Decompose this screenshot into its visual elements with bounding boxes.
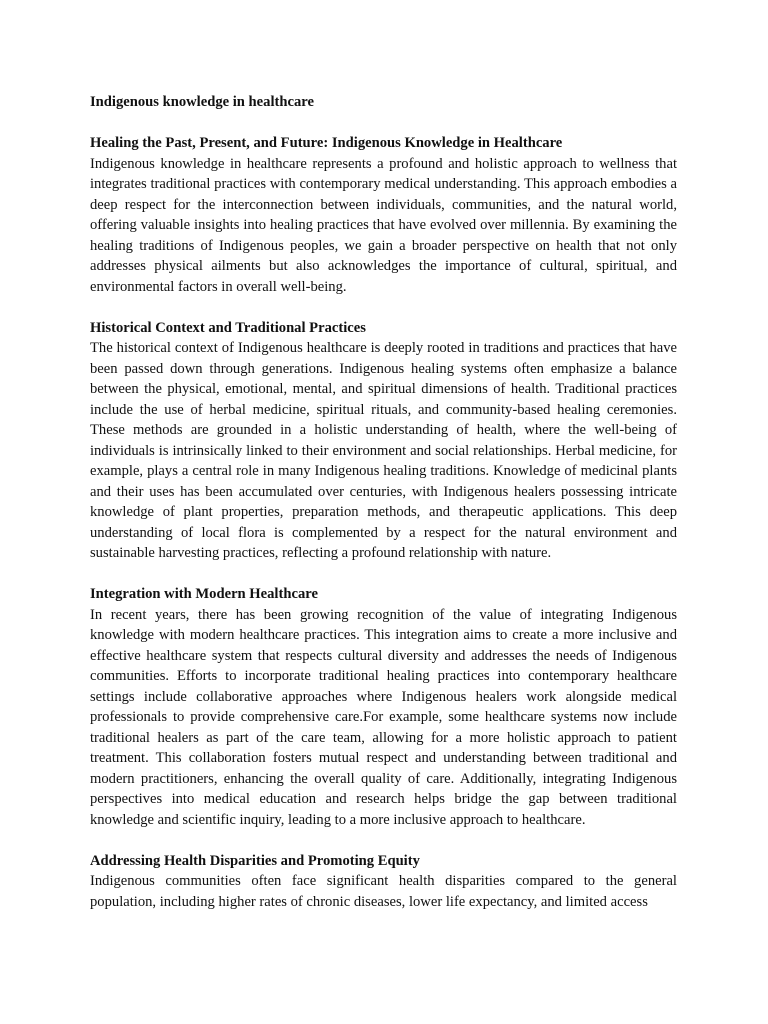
section-health-disparities — [90, 851, 677, 913]
document-page — [90, 92, 677, 933]
section-heading: Healing the Past, Present, and Future: Indigenous Knowledge in Healthcare — [90, 135, 563, 151]
section-paragraph: The historical context of Indigenous healthcare is deeply rooted in traditions and practices that have been passed down through generations. Indigenous healing systems often emphasize a balance between the physical, emotional, mental, and spiritual dimensions of health. Traditional practices include the use of herbal medicine, spiritual rituals, and community-based healing ceremonies. These methods are grounded in a holistic understanding of health, where the well-being of individuals is intrinsically linked to their environment and social relationships. Herbal medicine, for example, plays a central role in many Indigenous healing traditions. Knowledge of medicinal plants and their uses has been accumulated over centuries, with Indigenous healers possessing intricate knowledge of plant properties, preparation methods, and therapeutic applications. This deep understanding of local flora is complemented by a respect for the natural environment and sustainable harvesting practices, reflecting a profound relationship with nature. — [90, 340, 677, 561]
section-integration-modern-healthcare — [90, 584, 677, 830]
section-historical-context — [90, 318, 677, 564]
section-heading: Integration with Modern Healthcare — [90, 586, 318, 602]
section-paragraph: Indigenous communities often face significant health disparities compared to the general population, including higher rates of chronic diseases, lower life expectancy, and limited access — [90, 873, 677, 910]
section-paragraph: Indigenous knowledge in healthcare represents a profound and holistic approach to wellness that integrates traditional practices with contemporary medical understanding. This approach embodies a deep respect for the interconnection between individuals, communities, and the natural world, offering valuable insights into healing practices that have evolved over millennia. By examining the healing traditions of Indigenous peoples, we gain a broader perspective on health that not only addresses physical ailments but also acknowledges the importance of cultural, spiritual, and environmental factors in overall well-being. — [90, 155, 677, 295]
document-title: Indigenous knowledge in healthcare — [90, 94, 314, 110]
section-heading: Historical Context and Traditional Practices — [90, 319, 366, 336]
section-heading: Addressing Health Disparities and Promoting Equity — [90, 852, 420, 869]
section-paragraph: In recent years, there has been growing recognition of the value of integrating Indigenous knowledge with modern healthcare practices. This integration aims to create a more inclusive and effective healthcare system that respects cultural diversity and addresses the needs of Indigenous communities. Efforts to incorporate traditional healing practices into contemporary healthcare settings include collaborative approaches where Indigenous healers work alongside medical professionals to provide comprehensive care.For example, some healthcare systems now include traditional healers as part of the care team, allowing for a more holistic approach to patient treatment. This collaboration fosters mutual respect and understanding between traditional and modern practitioners, enhancing the overall quality of care. Additionally, integrating Indigenous perspectives into medical education and research helps bridge the gap between traditional knowledge and scientific inquiry, leading to a more inclusive approach to healthcare. — [90, 606, 677, 828]
section-healing-past-present-future — [90, 133, 677, 297]
